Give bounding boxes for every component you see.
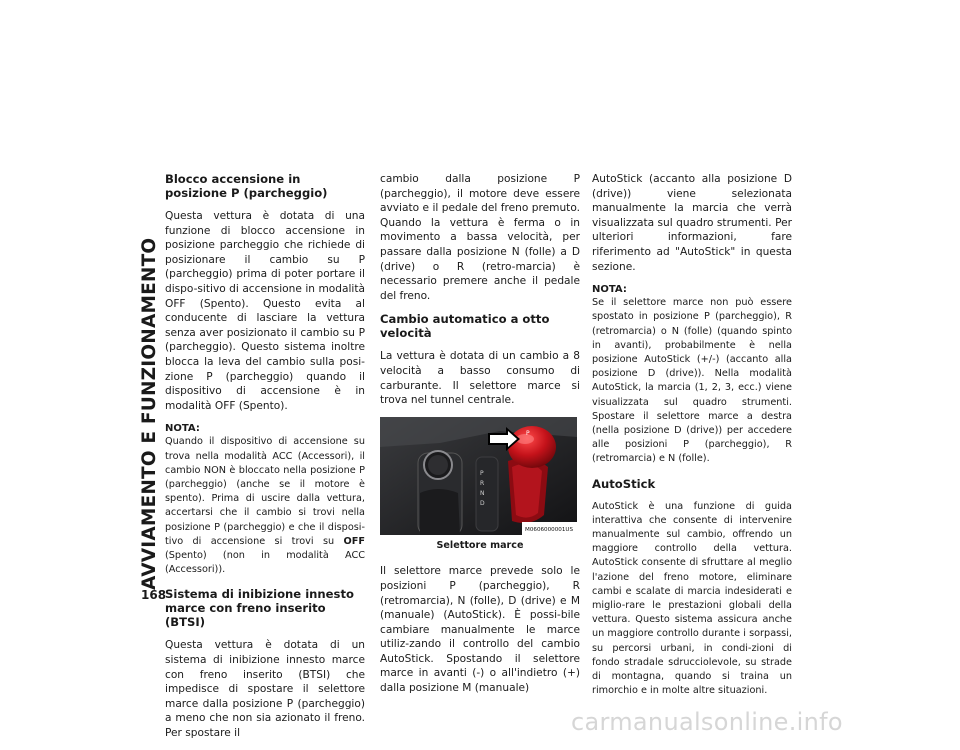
paragraph-brake-pedal: cambio dalla posizione P (parcheggio), il motore deve essere avviato e il pedale del freno premuto. Quando la vettura è ferma o in movimento a bassa velocità, per passare dalla posizione N (folle) a D (drive) o R (retro-marcia) è necessario premere anche il pedale del freno.	[380, 173, 580, 302]
note-text-a: Quando il dispositivo di accensione su trova nella modalità ACC (Accessori), il cambio NON è bloccato nella posizione P (parcheggio) (anche se il motore è spento). Prima di uscire dalla vettura, accertarsi che il cambio si trovi nella posizione P (parcheggio) e che il disposi-tivo di accensione si trovi su	[165, 436, 365, 547]
heading-btsi: Sistema di inibizione innesto marce con freno inserito (BTSI)	[165, 587, 354, 630]
column-1	[165, 172, 365, 750]
gear-selector-photo	[380, 417, 577, 535]
paragraph-park-interlock: Questa vettura è dotata di una funzione di blocco accensione in posizione parcheggio che richiede di posizionare il cambio su P (parcheggio) prima di poter portare il dispo-sitivo di accensione in modalità OFF (Spento). Questo evita al conducente di lasciare la vettura senza aver posizionato il cambio su P (parcheggio). Questo sistema inoltre blocca la leva del cambio sulla posi-zione P (parcheggio) quando il dispositivo di accensione è in modalità OFF (Spento).	[165, 210, 365, 412]
heading-8-speed: Cambio automatico a otto velocità	[380, 312, 550, 341]
paragraph-8-speed: La vettura è dotata di un cambio a 8 velocità a basso consumo di carburante. Il selettore marce si trova nel tunnel centrale.	[380, 350, 580, 407]
svg-text:R: R	[480, 479, 485, 487]
paragraph-autostick-gear: AutoStick (accanto alla posizione D (drive)) viene selezionata manualmente la marcia che verrà visualizzata sul quadro strumenti. Per ulteriori informazioni, fare riferimento ad "AutoStick" in questa sezione.	[592, 173, 792, 273]
column-3	[592, 172, 792, 708]
note-selector-blocked: Se il selettore marce non può essere spostato in posizione P (parcheggio), R (retromarcia) o N (folle) (quando spinto in avanti), probabilmente è nella posizione AutoStick (+/-) (accanto alla posizione D (drive)). Nella modalità AutoStick, la marcia (1, 2, 3, ecc.) viene visualizzata sul quadro strumenti. Spostare il selettore marce a destra (nella posizione D (drive)) per accedere alle posizioni P (parcheggio), R (retromarcia) e N (folle).	[592, 297, 792, 465]
paragraph-autostick: AutoStick è una funzione di guida interattiva che consente di intervenire manualmente sul cambio, offrendo un maggiore controllo della vettura. AutoStick consente di sfruttare al meglio l'azione del freno motore, eliminare cambi e scalate di marcia indesiderati e miglio-rare le prestazioni globali della vettura. Questo sistema assicura anche un maggiore controllo durante i sorpassi, su percorsi urbani, in condi-zioni di fondo stradale sdrucciolevole, su strade di montagna, quando si traina un rimorchio e in molte altre situazioni.	[592, 500, 792, 697]
section-side-title	[138, 160, 162, 590]
note-label-2: NOTA:	[592, 284, 627, 296]
page-number: 168	[141, 588, 167, 602]
figure-caption: Selettore marce	[436, 539, 524, 551]
note-off-bold: OFF	[343, 535, 365, 547]
paragraph-selector-positions: Il selettore marce prevede solo le posizioni P (parcheggio), R (retromarcia), N (folle), D (drive) e M (manuale) (AutoStick). È possi-bile cambiare manualmente le marce utiliz-zando il controllo del cambio AutoStick. Spostando il selettore marce in avanti (-) o all'indietro (+) dalla posizione M (manuale)	[380, 565, 580, 695]
section-title-text: AVVIAMENTO E FUNZIONAMENTO	[139, 237, 160, 590]
column-2	[380, 172, 580, 705]
paragraph-btsi: Questa vettura è dotata di un sistema di inibizione innesto marce con freno inserito (BTSI) che impedisce di spostare il selettore marce dalla posizione P (parcheggio) a meno che non sia azionato il freno. Per spostare il	[165, 639, 365, 739]
svg-text:P: P	[526, 429, 530, 437]
gear-selector-illustration	[380, 417, 577, 535]
note-label: NOTA:	[165, 423, 200, 435]
heading-park-interlock: Blocco accensione in posizione P (parcheggio)	[165, 172, 328, 200]
heading-autostick: AutoStick	[592, 476, 656, 491]
svg-text:N: N	[480, 489, 485, 497]
note-text-b: (Spento) (non in modalità ACC (Accessori)).	[165, 549, 365, 576]
figure-code: M0606000001US	[525, 526, 574, 533]
watermark: carmanualsonline.info	[571, 708, 843, 736]
svg-text:P: P	[480, 469, 484, 477]
note-acc-mode	[165, 435, 365, 577]
svg-text:D: D	[480, 499, 485, 507]
